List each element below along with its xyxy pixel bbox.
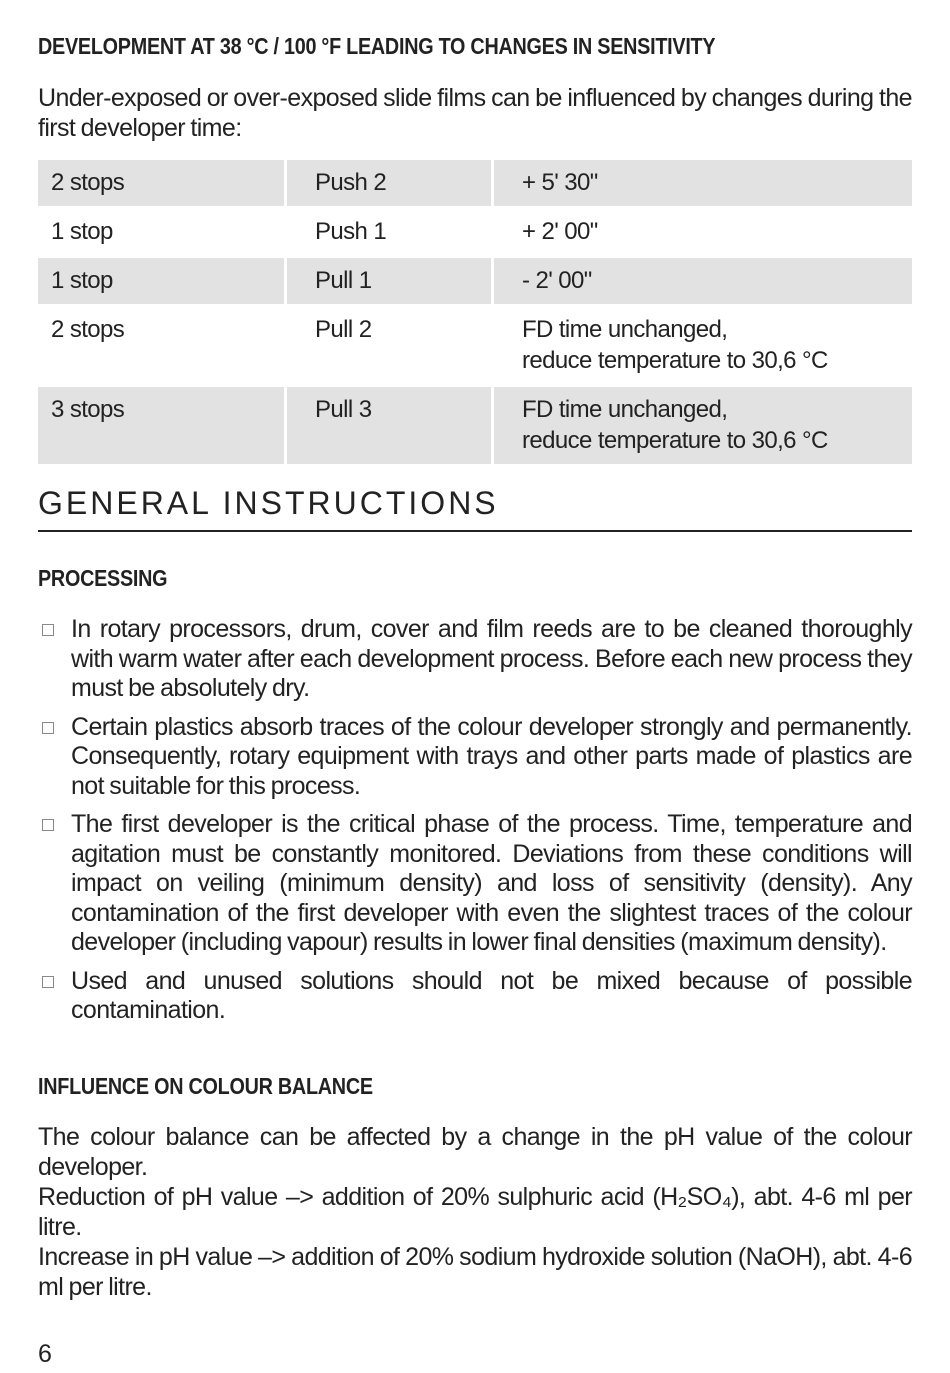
list-item-text: The first developer is the critical phase of the process. Time, temperature and agitation must be constantly monitored. Deviations from these conditions will impact on veiling (minimum density) and loss of sensitivity (density). Any contamination of the first developer with even the slightest traces of the colour developer (including vapour) results in lower final densities (maximum density). bbox=[71, 810, 912, 956]
colour-balance-line: The colour balance can be affected by a change in the pH value of the colour developer. bbox=[38, 1123, 912, 1181]
general-instructions-heading: GENERAL INSTRUCTIONS bbox=[38, 485, 912, 532]
square-bullet-icon bbox=[42, 624, 54, 636]
processing-list bbox=[38, 615, 912, 1035]
table-row bbox=[38, 257, 912, 306]
table-row bbox=[38, 306, 912, 386]
development-heading: DEVELOPMENT AT 38 °C / 100 °F LEADING TO CHANGES IN SENSITIVITY bbox=[38, 33, 716, 59]
list-item bbox=[38, 615, 912, 704]
table-row bbox=[38, 160, 912, 208]
change-cell bbox=[493, 257, 913, 306]
colour-balance-text bbox=[38, 1122, 912, 1302]
list-item-text: Used and unused solutions should not be mixed because of possible contamination. bbox=[71, 966, 912, 1024]
square-bullet-icon bbox=[42, 976, 54, 988]
change-text-line2: reduce temperature to 30,6 °C bbox=[522, 347, 828, 374]
processing-heading: PROCESSING bbox=[38, 565, 168, 591]
colour-balance-line: Increase in pH value –> addition of 20% sodium hydroxide solution (NaOH), abt. 4-6 ml per litre. bbox=[38, 1243, 912, 1301]
change-cell bbox=[493, 386, 913, 466]
change-cell bbox=[493, 306, 913, 386]
stops-cell: 2 stops bbox=[38, 306, 286, 386]
square-bullet-icon bbox=[42, 819, 54, 831]
list-item bbox=[38, 713, 912, 802]
page-number: 6 bbox=[38, 1340, 52, 1368]
change-text: + 2' 00" bbox=[522, 218, 598, 245]
list-item-text: Certain plastics absorb traces of the colour developer strongly and permanently. Consequently, rotary equipment with trays and other parts made of plastics are not suitable for this process. bbox=[71, 712, 912, 800]
mode-cell: Pull 1 bbox=[286, 257, 493, 306]
change-cell bbox=[493, 208, 913, 257]
stops-cell: 1 stop bbox=[38, 257, 286, 306]
mode-cell: Push 2 bbox=[286, 160, 493, 208]
square-bullet-icon bbox=[42, 722, 54, 734]
table-row bbox=[38, 208, 912, 257]
change-text: + 5' 30" bbox=[522, 169, 598, 196]
list-item bbox=[38, 810, 912, 958]
list-item-text: In rotary processors, drum, cover and film reeds are to be cleaned thoroughly with warm water after each development process. Before each new process they must be absolutely dry. bbox=[71, 615, 912, 702]
list-item bbox=[38, 967, 912, 1026]
mode-cell: Pull 2 bbox=[286, 306, 493, 386]
stops-cell: 2 stops bbox=[38, 160, 286, 208]
colour-balance-line: Reduction of pH value –> addition of 20% sulphuric acid (H₂SO₄), abt. 4-6 ml per litre. bbox=[38, 1183, 912, 1241]
stops-cell: 3 stops bbox=[38, 386, 286, 466]
change-cell bbox=[493, 160, 913, 208]
change-text-line2: reduce temperature to 30,6 °C bbox=[522, 427, 828, 454]
table-row bbox=[38, 386, 912, 466]
change-text: FD time unchanged, bbox=[522, 396, 728, 423]
mode-cell: Pull 3 bbox=[286, 386, 493, 466]
colour-balance-heading: INFLUENCE ON COLOUR BALANCE bbox=[38, 1073, 373, 1099]
development-intro: Under-exposed or over-exposed slide films can be influenced by changes during the first developer time: bbox=[38, 84, 912, 142]
change-text: FD time unchanged, bbox=[522, 316, 728, 343]
change-text: - 2' 00" bbox=[522, 267, 592, 294]
mode-cell: Push 1 bbox=[286, 208, 493, 257]
push-pull-table bbox=[38, 160, 912, 467]
stops-cell: 1 stop bbox=[38, 208, 286, 257]
